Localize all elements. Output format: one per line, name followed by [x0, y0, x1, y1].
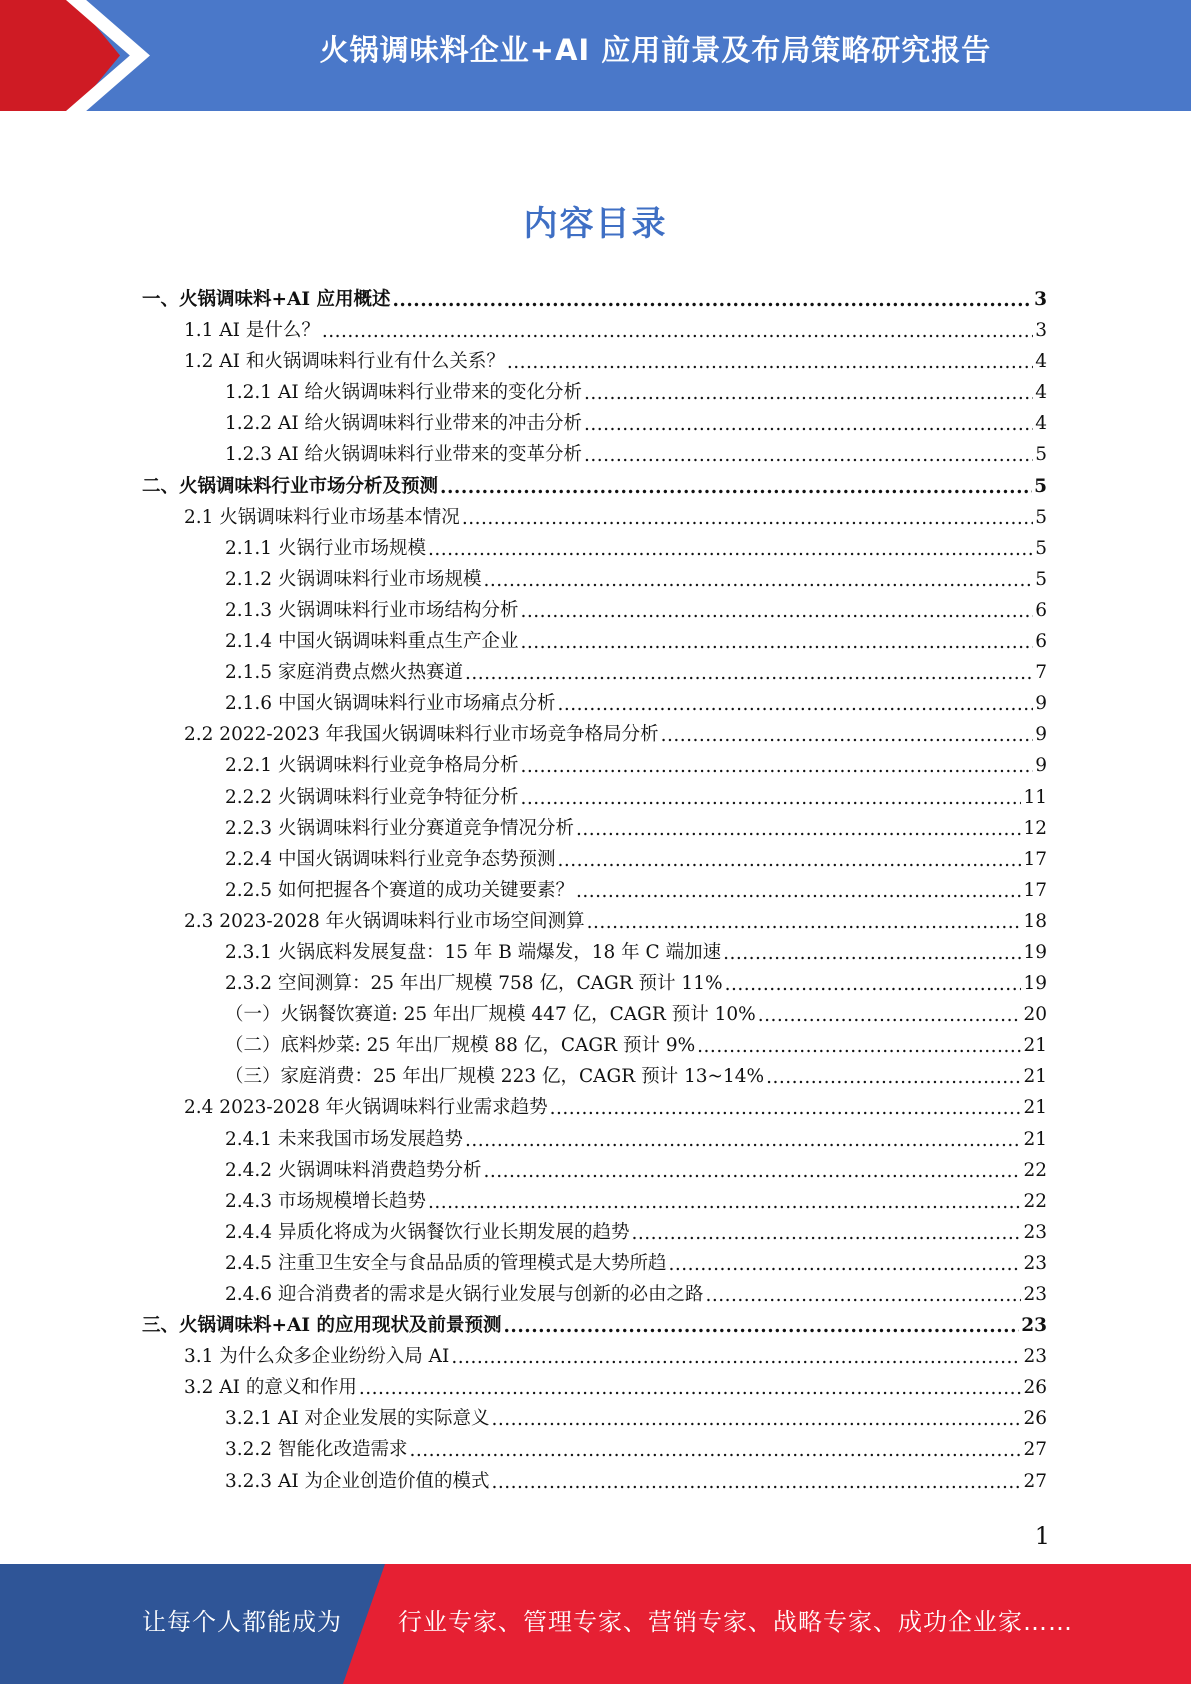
- toc-dot-leader: [440, 472, 1032, 496]
- toc-entry-page: 9: [1035, 724, 1047, 746]
- toc-entry-title: 3.2.2 智能化改造需求: [225, 1439, 408, 1461]
- toc-entry[interactable]: [142, 906, 1047, 937]
- toc-dot-leader: [584, 440, 1033, 464]
- toc-entry-page: 23: [1023, 1284, 1047, 1305]
- toc-entry[interactable]: [142, 844, 1047, 875]
- page-footer: [0, 1564, 1191, 1684]
- toc-entry-title: 3.1 为什么众多企业纷纷入局 AI: [184, 1346, 450, 1368]
- toc-entry-page: 23: [1023, 1252, 1047, 1274]
- toc-entry-title: 一、火锅调味料+AI 应用概述: [142, 289, 391, 310]
- toc-dot-leader: [557, 689, 1033, 713]
- toc-entry-page: 3: [1034, 289, 1047, 310]
- toc-entry-title: （一）火锅餐饮赛道: 25 年出厂规模 447 亿，CAGR 预计 10%: [225, 1004, 756, 1026]
- toc-entry[interactable]: [142, 750, 1047, 781]
- toc-entry[interactable]: [142, 1341, 1047, 1372]
- toc-dot-leader: [705, 1280, 1021, 1304]
- toc-entry[interactable]: [142, 346, 1047, 377]
- report-title: 火锅调味料企业+AI 应用前景及布局策略研究报告: [319, 33, 992, 67]
- toc-entry[interactable]: [142, 1186, 1047, 1217]
- toc-entry-title: 2.1.6 中国火锅调味料行业市场痛点分析: [225, 693, 556, 715]
- toc-entry-title: （三）家庭消费：25 年出厂规模 223 亿，CAGR 预计 13~14%: [225, 1066, 765, 1088]
- toc-heading: 内容目录: [523, 204, 668, 244]
- toc-dot-leader: [758, 1000, 1022, 1024]
- toc-entry-title: 2.4.3 市场规模增长趋势: [225, 1190, 426, 1212]
- toc-entry-page: 18: [1023, 910, 1047, 932]
- toc-entry-page: 26: [1023, 1377, 1047, 1399]
- toc-dot-leader: [587, 907, 1022, 931]
- toc-entry[interactable]: [142, 782, 1047, 813]
- toc-entry-page: 27: [1023, 1439, 1047, 1461]
- toc-entry-title: 1.2.2 AI 给火锅调味料行业带来的冲击分析: [225, 413, 583, 435]
- toc-entry-title: 2.2.2 火锅调味料行业竞争特征分析: [225, 786, 519, 808]
- toc-entry[interactable]: [142, 1217, 1047, 1248]
- toc-entry[interactable]: [142, 1466, 1047, 1497]
- toc-dot-leader: [584, 378, 1033, 402]
- toc-entry-page: 23: [1023, 1346, 1047, 1368]
- toc-dot-leader: [503, 1311, 1019, 1335]
- toc-entry-page: 11: [1023, 786, 1047, 808]
- toc-entry[interactable]: [142, 999, 1047, 1030]
- toc-dot-leader: [451, 1342, 1021, 1366]
- toc-dot-leader: [392, 285, 1032, 309]
- toc-entry-page: 22: [1023, 1190, 1047, 1212]
- toc-dot-leader: [725, 969, 1022, 993]
- toc-entry-page: 7: [1035, 662, 1047, 684]
- toc-entry-page: 26: [1023, 1408, 1047, 1430]
- toc-entry[interactable]: [142, 1403, 1047, 1434]
- toc-entry[interactable]: [142, 315, 1047, 346]
- toc-entry[interactable]: [142, 1124, 1047, 1155]
- toc-entry-page: 12: [1023, 817, 1047, 839]
- toc-entry[interactable]: [142, 377, 1047, 408]
- toc-entry-title: 2.2 2022-2023 年我国火锅调味料行业市场竞争格局分析: [184, 724, 659, 746]
- toc-dot-leader: [668, 1249, 1021, 1273]
- toc-dot-leader: [428, 1187, 1021, 1211]
- toc-entry[interactable]: [142, 937, 1047, 968]
- toc-entry-page: 19: [1023, 941, 1047, 963]
- toc-entry-title: 2.4.1 未来我国市场发展趋势: [225, 1128, 463, 1150]
- toc-entry-title: 3.2.3 AI 为企业创造价值的模式: [225, 1470, 490, 1492]
- toc-entry-page: 20: [1023, 1004, 1047, 1026]
- toc-entry[interactable]: [142, 875, 1047, 906]
- toc-entry-page: 6: [1035, 599, 1047, 621]
- footer-slogan-left: 让每个人都能成为: [142, 1608, 342, 1636]
- toc-entry[interactable]: [142, 1155, 1047, 1186]
- toc-entry-page: 23: [1021, 1315, 1047, 1337]
- toc-entry-title: 2.1 火锅调味料行业市场基本情况: [184, 506, 460, 528]
- toc-entry-title: 2.1.1 火锅行业市场规模: [225, 537, 426, 559]
- toc-entry-title: 1.2.3 AI 给火锅调味料行业带来的变革分析: [225, 444, 583, 466]
- toc-dot-leader: [661, 720, 1034, 744]
- toc-entry-title: 2.2.4 中国火锅调味料行业竞争态势预测: [225, 848, 556, 870]
- toc-entry-title: 2.3 2023-2028 年火锅调味料行业市场空间测算: [184, 910, 585, 932]
- toc-entry-title: 2.1.4 中国火锅调味料重点生产企业: [225, 631, 519, 653]
- toc-dot-leader: [465, 658, 1033, 682]
- page-header: [0, 0, 1191, 111]
- toc-entry-page: 21: [1023, 1097, 1047, 1119]
- toc-entry[interactable]: [142, 284, 1047, 315]
- toc-entry[interactable]: [142, 1310, 1047, 1341]
- toc-entry[interactable]: [142, 1061, 1047, 1092]
- toc-entry-page: 21: [1023, 1035, 1047, 1057]
- toc-entry-page: 9: [1035, 755, 1047, 777]
- table-of-contents: [142, 284, 1047, 1497]
- toc-entry-title: 2.1.2 火锅调味料行业市场规模: [225, 568, 482, 590]
- toc-entry[interactable]: [142, 439, 1047, 470]
- toc-dot-leader: [550, 1093, 1022, 1117]
- toc-entry[interactable]: [142, 1372, 1047, 1403]
- toc-entry-title: 2.4.2 火锅调味料消费趋势分析: [225, 1159, 482, 1181]
- toc-entry[interactable]: [142, 502, 1047, 533]
- toc-entry-page: 9: [1035, 693, 1047, 715]
- toc-entry-title: 三、火锅调味料+AI 的应用现状及前景预测: [142, 1315, 502, 1337]
- toc-entry-page: 5: [1035, 444, 1047, 466]
- toc-dot-leader: [576, 814, 1021, 838]
- toc-dot-leader: [584, 409, 1033, 433]
- toc-dot-leader: [520, 783, 1021, 807]
- toc-dot-leader: [520, 627, 1033, 651]
- toc-entry-page: 4: [1035, 413, 1047, 435]
- toc-entry[interactable]: [142, 657, 1047, 688]
- toc-dot-leader: [483, 1156, 1021, 1180]
- toc-entry-page: 17: [1023, 848, 1047, 870]
- toc-entry-title: 2.4 2023-2028 年火锅调味料行业需求趋势: [184, 1097, 548, 1119]
- toc-entry-page: 3: [1035, 320, 1047, 342]
- toc-dot-leader: [322, 316, 1033, 340]
- toc-entry[interactable]: [142, 1279, 1047, 1310]
- toc-entry-title: 3.2.1 AI 对企业发展的实际意义: [225, 1408, 490, 1430]
- toc-entry[interactable]: [142, 968, 1047, 999]
- toc-dot-leader: [723, 938, 1021, 962]
- toc-entry[interactable]: [142, 1434, 1047, 1465]
- toc-entry-title: 1.2.1 AI 给火锅调味料行业带来的变化分析: [225, 382, 583, 404]
- toc-entry[interactable]: [142, 471, 1047, 502]
- toc-entry[interactable]: [142, 408, 1047, 439]
- toc-entry-title: （二）底料炒菜: 25 年出厂规模 88 亿，CAGR 预计 9%: [225, 1035, 696, 1057]
- page-number: 1: [1034, 1522, 1050, 1550]
- toc-entry-title: 2.2.1 火锅调味料行业竞争格局分析: [225, 755, 519, 777]
- toc-entry-page: 4: [1035, 351, 1047, 373]
- toc-entry-page: 4: [1035, 382, 1047, 404]
- toc-entry-title: 3.2 AI 的意义和作用: [184, 1377, 357, 1399]
- toc-entry-page: 6: [1035, 631, 1047, 653]
- toc-entry[interactable]: [142, 813, 1047, 844]
- footer-slogan-right: 行业专家、管理专家、营销专家、战略专家、成功企业家……: [398, 1608, 1073, 1636]
- toc-entry-title: 2.1.5 家庭消费点燃火热赛道: [225, 662, 463, 684]
- toc-entry[interactable]: [142, 688, 1047, 719]
- toc-entry-page: 27: [1023, 1470, 1047, 1492]
- toc-entry-title: 2.4.4 异质化将成为火锅餐饮行业长期发展的趋势: [225, 1221, 630, 1243]
- toc-entry-page: 21: [1023, 1128, 1047, 1150]
- toc-entry-title: 2.2.5 如何把握各个赛道的成功关键要素？: [225, 879, 574, 901]
- toc-entry-title: 2.3.1 火锅底料发展复盘：15 年 B 端爆发，18 年 C 端加速: [225, 941, 722, 963]
- toc-entry-title: 2.3.2 空间测算：25 年出厂规模 758 亿，CAGR 预计 11%: [225, 973, 723, 995]
- toc-entry-page: 19: [1023, 973, 1047, 995]
- toc-entry-title: 2.4.5 注重卫生安全与食品品质的管理模式是大势所趋: [225, 1252, 667, 1274]
- toc-entry-page: 5: [1035, 568, 1047, 590]
- toc-entry-page: 21: [1023, 1066, 1047, 1088]
- toc-entry[interactable]: [142, 1092, 1047, 1123]
- toc-entry[interactable]: [142, 1030, 1047, 1061]
- toc-entry[interactable]: [142, 626, 1047, 657]
- toc-entry-page: 23: [1023, 1221, 1047, 1243]
- toc-entry-title: 2.2.3 火锅调味料行业分赛道竞争情况分析: [225, 817, 574, 839]
- toc-entry[interactable]: [142, 1248, 1047, 1279]
- toc-entry[interactable]: [142, 564, 1047, 595]
- toc-dot-leader: [462, 503, 1033, 527]
- toc-dot-leader: [465, 1125, 1021, 1149]
- toc-entry-page: 5: [1034, 475, 1047, 497]
- toc-dot-leader: [492, 1404, 1022, 1428]
- toc-dot-leader: [359, 1373, 1022, 1397]
- toc-dot-leader: [428, 534, 1033, 558]
- toc-entry[interactable]: [142, 533, 1047, 564]
- toc-entry[interactable]: [142, 595, 1047, 626]
- toc-dot-leader: [631, 1218, 1021, 1242]
- toc-dot-leader: [520, 751, 1033, 775]
- toc-entry-title: 二、火锅调味料行业市场分析及预测: [142, 475, 439, 497]
- toc-dot-leader: [492, 1467, 1022, 1491]
- toc-entry-title: 2.4.6 迎合消费者的需求是火锅行业发展与创新的必由之路: [225, 1284, 704, 1305]
- toc-dot-leader: [507, 347, 1033, 371]
- toc-entry-title: 1.1 AI 是什么？: [184, 320, 320, 342]
- toc-entry-page: 22: [1023, 1159, 1047, 1181]
- toc-dot-leader: [557, 845, 1021, 869]
- toc-entry[interactable]: [142, 719, 1047, 750]
- toc-dot-leader: [576, 876, 1021, 900]
- toc-dot-leader: [697, 1031, 1021, 1055]
- toc-entry-page: 5: [1035, 506, 1047, 528]
- toc-dot-leader: [409, 1435, 1021, 1459]
- toc-dot-leader: [520, 596, 1033, 620]
- toc-entry-title: 1.2 AI 和火锅调味料行业有什么关系？: [184, 351, 505, 373]
- toc-entry-page: 17: [1023, 879, 1047, 901]
- toc-dot-leader: [766, 1062, 1021, 1086]
- toc-entry-title: 2.1.3 火锅调味料行业市场结构分析: [225, 599, 519, 621]
- toc-entry-page: 5: [1035, 537, 1047, 559]
- toc-dot-leader: [483, 565, 1033, 589]
